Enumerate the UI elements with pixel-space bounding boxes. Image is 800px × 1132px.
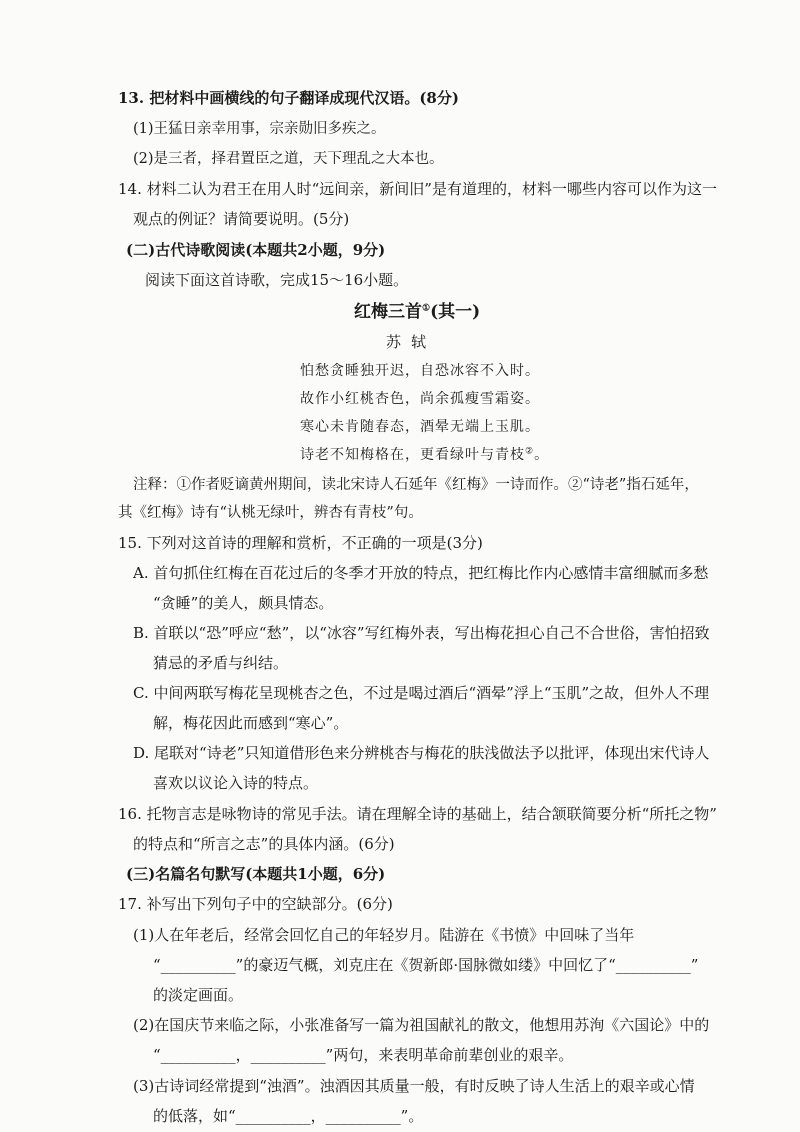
annotation-line-1: 注释：①作者贬谪黄州期间，读北宋诗人石延年《红梅》一诗而作。②“诗老”指石延年， — [133, 477, 699, 493]
poem-line-3: 寒心未肯随春态，酒晕无端上玉肌。 — [300, 419, 540, 435]
section-2-intro: 阅读下面这首诗歌，完成15～16小题。 — [145, 271, 409, 289]
q15-option-b-line-2: 猜忌的矛盾与纠结。 — [153, 654, 289, 672]
q17-part-1-line-3: 的淡定画面。 — [153, 986, 244, 1004]
q15-option-a-line-2: “贪睡”的美人，颇具情态。 — [153, 594, 334, 612]
poem-line-4-note: ② — [525, 446, 535, 457]
q15-option-d-line-2: 喜欢以议论入诗的特点。 — [153, 774, 319, 792]
q13-sentence-1: (1)王猛日亲幸用事，宗亲勋旧多疾之。 — [133, 121, 386, 137]
q17-part-1-line-1: (1)人在年老后，经常会回忆自己的年轻岁月。陆游在《书愤》中回味了当年 — [133, 926, 635, 944]
q17-stem: 17. 补写出下列句子中的空缺部分。(6分) — [118, 895, 393, 913]
section-2-heading: (二)古代诗歌阅读(本题共2小题，9分) — [126, 241, 386, 259]
poem-line-4 — [300, 445, 549, 465]
q13-sentence-2: (2)是三者，择君置臣之道，天下理乱之大本也。 — [133, 151, 444, 167]
q17-part-3-line-2: 的低落，如“__________，__________”。 — [153, 1107, 424, 1125]
q15-option-a-line-1: A. 首句抓住红梅在百花过后的冬季才开放的特点，把红梅比作内心感情丰富细腻而多愁 — [133, 564, 709, 582]
q15-option-b-line-1: B. 首联以“恐”呼应“愁”，以“冰容”写红梅外表，写出梅花担心自己不合世俗，害怕招致 — [133, 624, 710, 642]
poem-line-1: 怕愁贪睡独开迟，自恐冰容不入时。 — [300, 363, 540, 379]
poem-author: 苏轼 — [386, 333, 437, 351]
poem-line-4-text: 诗老不知梅格在，更看绿叶与青枝 — [300, 447, 525, 463]
poem-title-text: 红梅三首 — [354, 302, 422, 322]
q15-option-d-line-1: D. 尾联对“诗老”只知道借形色来分辨桃杏与梅花的肤浅做法予以批评，体现出宋代诗人 — [133, 744, 710, 762]
q14-line-1: 14. 材料二认为君王在用人时“远间亲，新间旧”是有道理的，材料一哪些内容可以作为这一 — [118, 180, 717, 198]
section-3-heading: (三)名篇名句默写(本题共1小题，6分) — [126, 865, 386, 883]
q15-option-c-line-2: 解，梅花因此而感到“寒心”。 — [153, 714, 349, 732]
q15-option-c-line-1: C. 中间两联写梅花呈现桃杏之色，不过是喝过酒后“酒晕”浮上“玉肌”之故，但外人不理 — [133, 684, 710, 702]
q17-part-2-line-2: “__________，__________”两句，来表明革命前辈创业的艰辛。 — [153, 1046, 574, 1064]
annotation-line-2: 其《红梅》诗有“认桃无绿叶，辨杏有青枝”句。 — [118, 505, 423, 521]
poem-title-suffix: (其一) — [430, 302, 481, 322]
q16-line-1: 16. 托物言志是咏物诗的常见手法。请在理解全诗的基础上，结合颔联简要分析“所托之物” — [118, 805, 717, 823]
q17-part-1-line-2: “__________”的豪迈气概，刘克庄在《贺新郎·国脉微如缕》中回忆了“__________” — [153, 956, 699, 974]
q17-part-2-line-1: (2)在国庆节来临之际，小张准备写一篇为祖国献礼的散文，他想用苏洵《六国论》中的 — [133, 1016, 710, 1034]
poem-title-note: ① — [422, 303, 431, 314]
q13-stem: 13. 把材料中画横线的句子翻译成现代汉语。(8分) — [118, 89, 459, 107]
poem-line-2: 故作小红桃杏色，尚余孤瘦雪霜姿。 — [300, 391, 540, 407]
poem-title — [354, 302, 480, 322]
q15-stem: 15. 下列对这首诗的理解和赏析，不正确的一项是(3分) — [118, 534, 483, 552]
q16-line-2: 的特点和“所言之志”的具体内涵。(6分) — [133, 835, 395, 853]
q14-line-2: 观点的例证？请简要说明。(5分) — [133, 210, 350, 228]
q17-part-3-line-1: (3)古诗词经常提到“浊酒”。浊酒因其质量一般，有时反映了诗人生活上的艰辛或心情 — [133, 1077, 695, 1095]
poem-line-4-end: 。 — [534, 447, 550, 463]
